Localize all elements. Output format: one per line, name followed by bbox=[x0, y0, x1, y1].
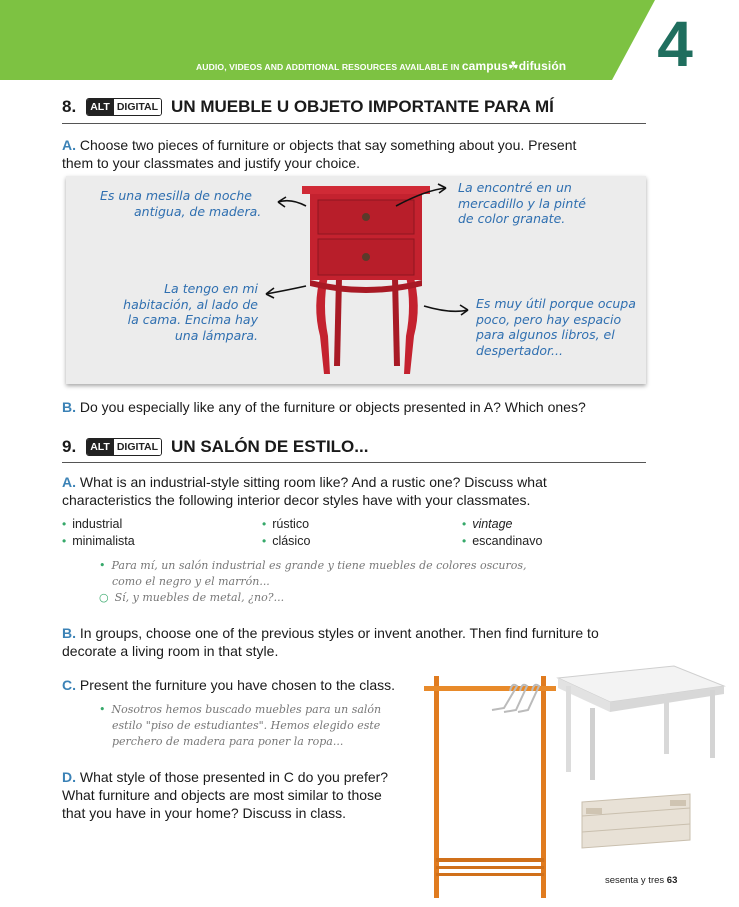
exercise-9a-line1: What is an industrial-style sitting room like? And a rustic one? Discuss what bbox=[79, 474, 547, 490]
c-quote-line2: estilo "piso de estudiantes". Hemos elegido este bbox=[112, 719, 381, 732]
exercise-9c-text: Present the furniture you have chosen to the class. bbox=[79, 677, 396, 693]
letter-d: D. bbox=[62, 769, 76, 785]
wooden-crate-image bbox=[578, 790, 696, 850]
note-4-line4: despertador... bbox=[476, 342, 563, 358]
page-number-digits: 63 bbox=[666, 875, 678, 886]
exercise-9b-line2: decorate a living room in that style. bbox=[62, 643, 279, 659]
page-number bbox=[605, 875, 677, 886]
exercise-9c bbox=[62, 676, 422, 694]
dialog-example: • Para mí, un salón industrial es grande y tiene muebles de colores oscuros, como el negro y el marrón... ○ Sí, y muebles de metal, ¿no?... bbox=[99, 559, 527, 604]
note-market bbox=[458, 180, 586, 227]
note-2-line1: La encontré en un bbox=[458, 180, 572, 195]
section-8-heading bbox=[62, 97, 554, 117]
exercise-9b bbox=[62, 624, 652, 660]
exercise-9d-line2: What furniture and objects are most similar to those bbox=[62, 787, 382, 803]
c-dialog-example: • Nosotros hemos buscado muebles para un salón estilo "piso de estudiantes". Hemos elegido este perchero de madera para poner la ropa... bbox=[99, 703, 382, 748]
page-number-words: sesenta y tres bbox=[605, 875, 665, 886]
exercise-9a-line2: characteristics the following interior decor styles have with your classmates. bbox=[62, 492, 531, 508]
wooden-clothes-rack-image bbox=[420, 668, 570, 900]
letter-b: B. bbox=[62, 625, 76, 641]
exercise-8b bbox=[62, 398, 652, 416]
note-3-line1: La tengo en mi bbox=[164, 281, 258, 296]
note-2-line3: de color granate. bbox=[458, 211, 566, 226]
dialog-a-line1: Para mí, un salón industrial es grande y tiene muebles de colores oscuros, bbox=[111, 559, 527, 572]
note-4-line2: poco, pero hay espacio bbox=[476, 311, 622, 327]
banner-text: AUDIO, VIDEOS AND ADDITIONAL RESOURCES AVAILABLE IN bbox=[196, 62, 460, 72]
note-4-line1: Es muy útil porque ocupa bbox=[476, 296, 636, 311]
style-item: • clásico bbox=[262, 534, 311, 548]
letter-b: B. bbox=[62, 399, 76, 415]
note-bedroom bbox=[106, 281, 258, 343]
note-3-line2: habitación, al lado de bbox=[123, 296, 258, 312]
letter-a: A. bbox=[62, 137, 76, 153]
section-9-number: 9. bbox=[62, 437, 77, 456]
badge-digital: DIGITAL bbox=[113, 439, 161, 455]
badge-alt: ALT bbox=[87, 439, 113, 455]
section-8-title: UN MUEBLE U OBJETO IMPORTANTE PARA MÍ bbox=[171, 97, 554, 116]
style-item: • vintage bbox=[462, 517, 513, 531]
section-8-rule bbox=[62, 123, 646, 124]
white-table-image bbox=[554, 664, 726, 784]
note-2-line2: mercadillo y la pinté bbox=[458, 195, 586, 211]
section-9-heading bbox=[62, 437, 368, 457]
exercise-9d bbox=[62, 768, 422, 822]
note-4-line3: para algunos libros, el bbox=[476, 327, 615, 342]
note-1-line2: antigua, de madera. bbox=[134, 203, 262, 219]
exercise-9d-line3: that you have in your home? Discuss in class. bbox=[62, 805, 347, 821]
style-item: • minimalista bbox=[62, 534, 135, 548]
exercise-8a-line1: Choose two pieces of furniture or objects that say something about you. Present bbox=[79, 137, 577, 153]
dialog-b: Sí, y muebles de metal, ¿no?... bbox=[114, 591, 285, 604]
badge-alt: ALT bbox=[87, 99, 113, 115]
section-9-rule bbox=[62, 462, 646, 463]
style-item: • escandinavo bbox=[462, 534, 543, 548]
letter-a: A. bbox=[62, 474, 76, 490]
exercise-8a bbox=[62, 136, 652, 172]
note-3-line4: una lámpara. bbox=[174, 327, 258, 343]
badge-digital: DIGITAL bbox=[113, 99, 161, 115]
letter-c: C. bbox=[62, 677, 76, 693]
section-8-number: 8. bbox=[62, 97, 77, 116]
style-item: • rústico bbox=[262, 517, 310, 531]
section-9-title: UN SALÓN DE ESTILO... bbox=[171, 437, 369, 456]
nightstand-image-panel bbox=[66, 176, 646, 384]
note-nightstand bbox=[100, 188, 261, 219]
note-useful bbox=[476, 296, 636, 358]
exercise-9b-line1: In groups, choose one of the previous styles or invent another. Then find furniture to bbox=[79, 625, 599, 641]
resources-banner[interactable] bbox=[196, 59, 566, 73]
exercise-9a bbox=[62, 473, 652, 509]
dialog-a-line2: como el negro y el marrón... bbox=[112, 575, 270, 588]
style-item: • industrial bbox=[62, 517, 123, 531]
alt-digital-badge[interactable] bbox=[86, 98, 162, 116]
campus-difusion-logo[interactable]: campus☘difusión bbox=[461, 59, 567, 73]
note-3-line3: la cama. Encima hay bbox=[127, 312, 258, 327]
exercise-8b-text: Do you especially like any of the furniture or objects presented in A? Which ones? bbox=[79, 399, 586, 415]
c-quote-line1: Nosotros hemos buscado muebles para un salón bbox=[111, 703, 382, 716]
c-quote-line3: perchero de madera para poner la ropa... bbox=[112, 735, 344, 748]
unit-number: 4 bbox=[657, 8, 693, 80]
exercise-9d-line1: What style of those presented in C do you prefer? bbox=[79, 769, 389, 785]
exercise-8a-line2: them to your classmates and justify your choice. bbox=[62, 155, 361, 171]
alt-digital-badge[interactable] bbox=[86, 438, 162, 456]
note-1-line1: Es una mesilla de noche bbox=[100, 188, 252, 203]
